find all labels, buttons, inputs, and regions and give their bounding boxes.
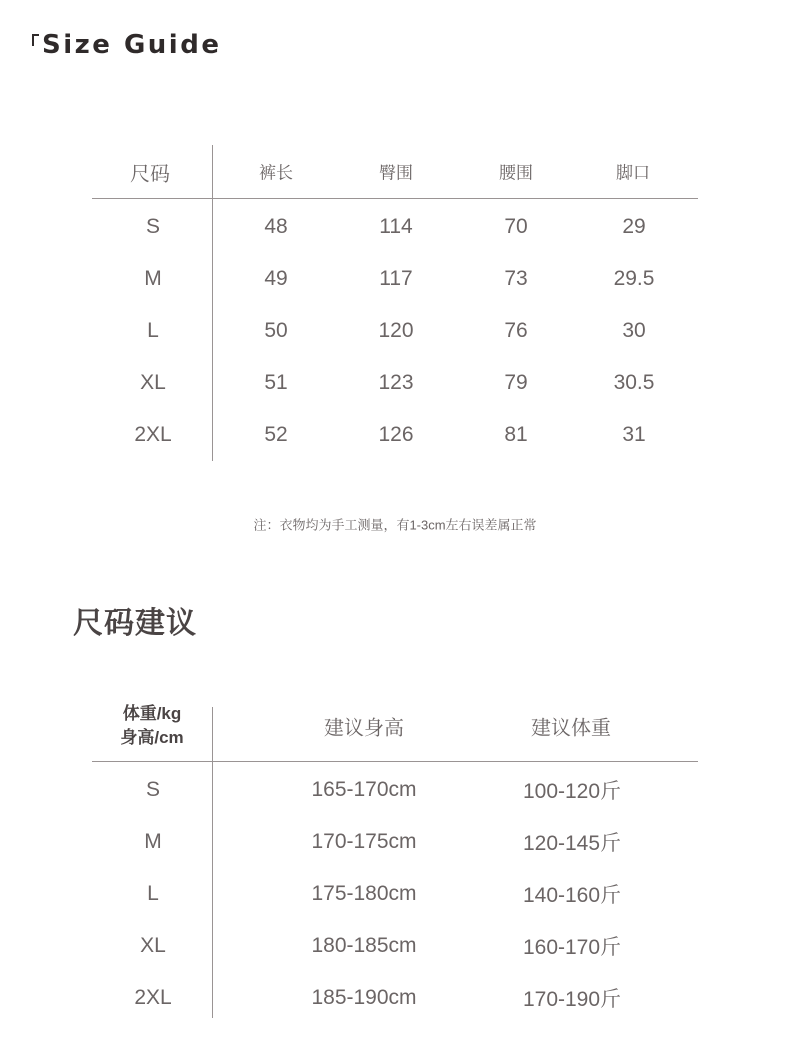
weight-cell: 100-120斤: [522, 780, 622, 803]
weight-cell: 120-145斤: [522, 832, 622, 855]
length-cell: 49: [264, 267, 288, 290]
hip-cell: 117: [379, 267, 413, 290]
size-table-header-size: 尺码: [130, 163, 170, 186]
weight-cell: 160-170斤: [522, 936, 622, 959]
size-table-header-hem: 脚口: [616, 163, 650, 183]
waist-cell: 76: [504, 319, 528, 342]
size-cell: M: [144, 830, 162, 853]
recommendation-header-weight: 建议体重: [531, 717, 611, 740]
waist-cell: 79: [504, 371, 528, 394]
corner-height-label: 身高/cm: [120, 728, 184, 747]
size-cell: L: [147, 882, 159, 905]
length-cell: 48: [264, 215, 288, 238]
waist-cell: 73: [504, 267, 528, 290]
hem-cell: 29.5: [613, 267, 655, 290]
recommendation-title: 尺码建议: [73, 607, 197, 640]
size-guide-title: [32, 30, 221, 60]
height-cell: 185-190cm: [311, 986, 417, 1009]
hip-cell: 114: [379, 215, 413, 238]
corner-weight-label: 体重/kg: [122, 704, 182, 723]
hem-cell: 31: [622, 423, 646, 446]
size-cell: M: [144, 267, 162, 290]
hem-cell: 30: [622, 319, 646, 342]
size-table-header-hip: 臀围: [379, 163, 413, 183]
waist-cell: 70: [504, 215, 528, 238]
size-guide-title-text: Size Guide: [42, 30, 222, 60]
size-table-divider-vertical: [212, 145, 213, 461]
measurement-note: 注：衣物均为手工测量，有1-3cm左右误差属正常: [253, 517, 537, 533]
size-table-header-length: 裤长: [259, 163, 293, 183]
size-cell: XL: [140, 934, 166, 957]
size-cell: XL: [140, 371, 166, 394]
size-cell: S: [145, 215, 161, 238]
recommendation-table-divider-horizontal: [92, 761, 698, 762]
size-cell: 2XL: [134, 986, 172, 1009]
size-cell: 2XL: [134, 423, 172, 446]
size-cell: L: [147, 319, 159, 342]
hem-cell: 29: [622, 215, 646, 238]
length-cell: 50: [264, 319, 288, 342]
recommendation-table-divider-vertical: [212, 707, 213, 1018]
size-table-header-waist: 腰围: [499, 163, 533, 183]
hip-cell: 120: [378, 319, 414, 342]
hip-cell: 123: [378, 371, 414, 394]
length-cell: 51: [264, 371, 288, 394]
height-cell: 180-185cm: [311, 934, 417, 957]
weight-cell: 170-190斤: [522, 988, 622, 1011]
height-cell: 165-170cm: [311, 778, 417, 801]
hip-cell: 126: [378, 423, 414, 446]
waist-cell: 81: [504, 423, 528, 446]
size-table-divider-horizontal: [92, 198, 698, 199]
height-cell: 170-175cm: [311, 830, 417, 853]
hem-cell: 30.5: [613, 371, 655, 394]
height-cell: 175-180cm: [311, 882, 417, 905]
size-cell: S: [145, 778, 161, 801]
weight-cell: 140-160斤: [522, 884, 622, 907]
length-cell: 52: [264, 423, 288, 446]
recommendation-table-corner-header: [120, 702, 183, 750]
recommendation-header-height: 建议身高: [324, 717, 404, 740]
corner-bracket-icon: [32, 34, 39, 46]
